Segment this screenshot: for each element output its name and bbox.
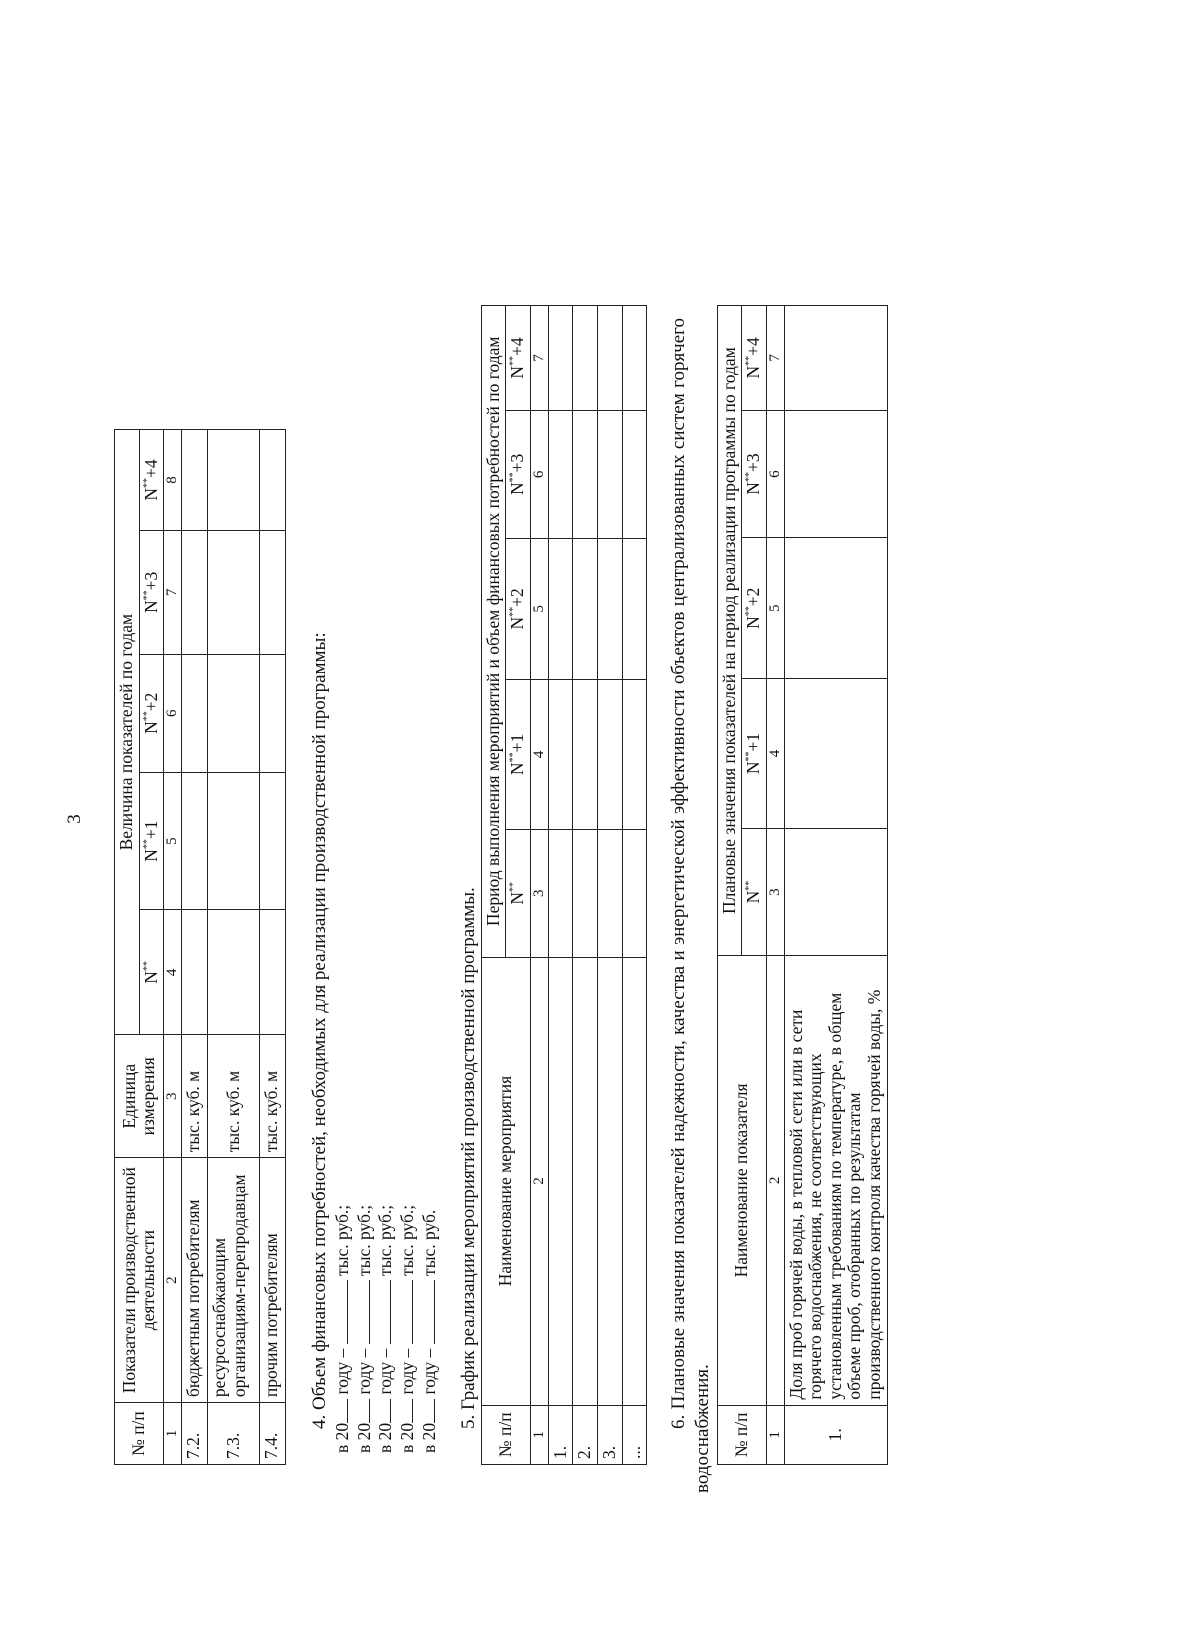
row-unit: тыс. куб. м (259, 1035, 285, 1158)
financial-line: в 20 году – тыс. руб.; (375, 1204, 396, 1453)
col-number: 2 (766, 956, 784, 1405)
column-number-row (766, 306, 784, 1465)
row-num: ... (622, 1405, 647, 1464)
section-5-title: 5. График реализации мероприятий производственной программы. (458, 887, 480, 1429)
col-header-num: № п/п (717, 1405, 766, 1464)
col-header-num: № п/п (481, 1405, 530, 1464)
table-row (573, 306, 598, 1465)
column-number-row (531, 306, 549, 1465)
col-number: 1 (164, 1403, 182, 1465)
table-row (784, 306, 887, 1465)
table-row (598, 306, 623, 1465)
year-header: N**+1 (139, 772, 164, 910)
col-number: 1 (531, 1405, 549, 1464)
col-header-group: Плановые значения показателей на период реализации программы по годам (717, 306, 742, 956)
planned-values-table (717, 305, 888, 1465)
col-number: 6 (531, 410, 549, 538)
year-header: N**+2 (742, 538, 767, 679)
col-number: 7 (164, 530, 182, 654)
col-number: 3 (531, 830, 549, 958)
col-header-num: № п/п (115, 1403, 164, 1465)
year-header: N** (139, 910, 164, 1035)
row-name: ресурсоснабжающим организациям-перепродавцам (207, 1158, 259, 1403)
table-row (259, 430, 285, 1465)
indicators-table (114, 429, 286, 1465)
page-number: 3 (63, 814, 85, 824)
col-header-group: Период выполнения мероприятий и объем финансовых потребностей по годам (481, 306, 506, 958)
financial-line: в 20 году – тыс. руб. (419, 1209, 440, 1453)
col-number: 3 (766, 828, 784, 955)
col-number: 5 (164, 772, 182, 910)
table-row (622, 306, 647, 1465)
row-name: Доля проб горячей воды, в тепловой сети или в сети горячего водоснабжения, не соответствующих установленным требованиям по температуре, в общем объеме проб, отобранных по результатам производственного контроля качества горячей воды, % (784, 956, 887, 1405)
col-number: 1 (766, 1405, 784, 1464)
row-name: бюджетным потребителям (181, 1158, 207, 1403)
table-row (181, 430, 207, 1465)
col-number: 6 (766, 410, 784, 538)
year-header: N**+1 (506, 679, 531, 829)
col-number: 4 (766, 679, 784, 829)
year-header: N**+2 (139, 654, 164, 772)
col-number: 2 (531, 957, 549, 1405)
financial-line: в 20 году – тыс. руб.; (397, 1204, 418, 1453)
schedule-table (481, 305, 647, 1465)
row-num: 1. (548, 1405, 573, 1464)
col-header-name: Наименование мероприятия (481, 957, 530, 1405)
year-header: N** (506, 830, 531, 958)
financial-lines (332, 113, 441, 1453)
year-header: N**+2 (506, 538, 531, 679)
financial-line: в 20 году – тыс. руб.; (331, 1204, 352, 1453)
row-unit: тыс. куб. м (181, 1035, 207, 1158)
col-number: 3 (164, 1035, 182, 1158)
row-name: прочим потребителям (259, 1158, 285, 1403)
col-number: 6 (164, 654, 182, 772)
col-number: 7 (531, 306, 549, 411)
col-header-group: Величина показателей по годам (115, 430, 140, 1035)
year-header: N**+3 (139, 530, 164, 654)
col-header-unit: Единица измерения (115, 1035, 164, 1158)
year-header: N**+1 (742, 679, 767, 829)
col-number: 5 (531, 538, 549, 679)
section-6 (667, 113, 887, 1493)
row-num: 7.3. (207, 1403, 259, 1465)
row-unit: тыс. куб. м (207, 1035, 259, 1158)
col-number: 4 (531, 679, 549, 829)
table-row (548, 306, 573, 1465)
row-num: 2. (573, 1405, 598, 1464)
year-header: N**+4 (506, 306, 531, 411)
col-number: 4 (164, 910, 182, 1035)
col-header-name: Наименование показателя (717, 956, 766, 1405)
row-num: 1. (784, 1405, 887, 1464)
col-number: 5 (766, 538, 784, 679)
row-num: 7.4. (259, 1403, 285, 1465)
section-4-title: 4. Объем финансовых потребностей, необходимых для реализации производственной программы: (308, 632, 330, 1429)
col-number: 2 (164, 1158, 182, 1403)
financial-line: в 20 году – тыс. руб.; (353, 1204, 374, 1453)
section-4 (308, 113, 441, 1493)
col-number: 8 (164, 430, 182, 531)
section-6-title: 6. Плановые значения показателей надежности, качества и энергетической эффективности объектов централизованных систем горячего водоснабжения. (668, 318, 713, 1493)
year-header: N**+4 (742, 306, 767, 411)
year-header: N**+3 (742, 410, 767, 538)
section-5 (457, 113, 647, 1493)
year-header: N**+3 (506, 410, 531, 538)
col-number: 7 (766, 306, 784, 411)
table-row (207, 430, 259, 1465)
year-header: N** (742, 828, 767, 955)
row-num: 7.2. (181, 1403, 207, 1465)
col-header-indicator: Показатели производственной деятельности (115, 1158, 164, 1403)
rotated-page-content (108, 113, 885, 1493)
row-num: 3. (598, 1405, 623, 1464)
column-number-row (164, 430, 182, 1465)
year-header: N**+4 (139, 430, 164, 531)
